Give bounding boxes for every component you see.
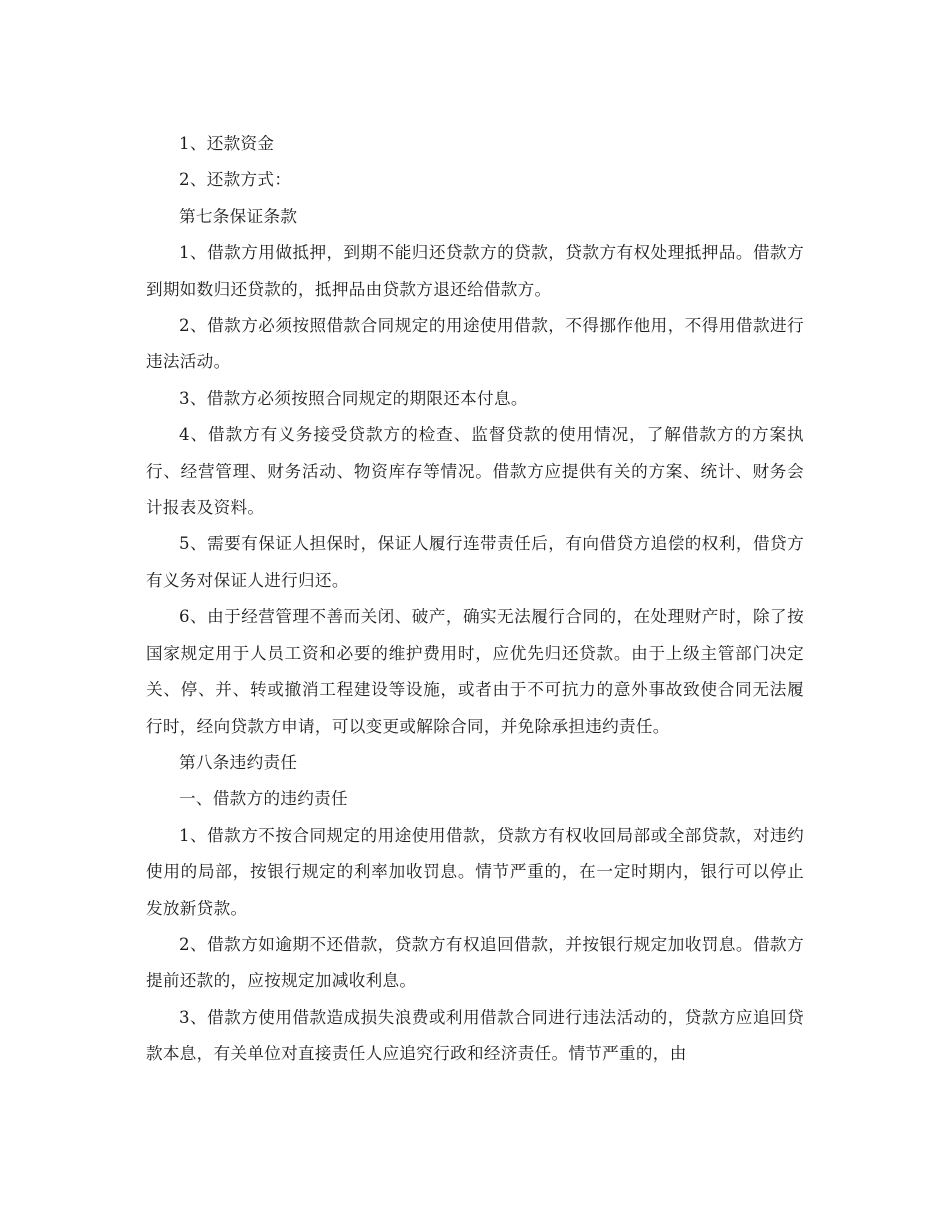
- paragraph-guarantee-6: 6、由于经营管理不善而关闭、破产，确实无法履行合同的，在处理财产时，除了按国家规定用于人员工资和必要的维护费用时，应优先归还贷款。由于上级主管部门决定关、停、并、转或撤消工程建设等设施，或者由于不可抗力的意外事故致使合同无法履行时，经向贷款方申请，可以变更或解除合同，并免除承担违约责任。: [146, 607, 804, 736]
- section-heading-guarantee-clause: 第七条保证条款: [179, 206, 298, 226]
- paragraph-repayment-method: 2、还款方式：: [179, 170, 292, 190]
- paragraph-guarantee-4: 4、借款方有义务接受贷款方的检查、监督贷款的使用情况，了解借款方的方案执行、经营管理、财务活动、物资库存等情况。借款方应提供有关的方案、统计、财务会计报表及资料。: [146, 425, 804, 518]
- section-heading-breach-liability: 第八条违约责任: [179, 752, 298, 772]
- paragraph-liability-3: 3、借款方使用借款造成损失浪费或利用借款合同进行违法活动的，贷款方应追回贷款本息，有关单位对直接责任人应追究行政和经济责任。情节严重的，由: [146, 1007, 804, 1064]
- document-body: [146, 126, 804, 1073]
- paragraph-repayment-funds: 1、还款资金: [179, 134, 275, 153]
- subheading-borrower-liability: 一、借款方的违约责任: [179, 789, 348, 809]
- paragraph-guarantee-5: 5、需要有保证人担保时，保证人履行连带责任后，有向借贷方追偿的权利，借贷方有义务对保证人进行归还。: [146, 534, 804, 590]
- paragraph-guarantee-1: 1、借款方用做抵押，到期不能归还贷款方的贷款，贷款方有权处理抵押品。借款方到期如数归还贷款的，抵押品由贷款方退还给借款方。: [146, 243, 804, 299]
- paragraph-liability-1: 1、借款方不按合同规定的用途使用借款，贷款方有权收回局部或全部贷款，对违约使用的局部，按银行规定的利率加收罚息。情节严重的，在一定时期内，银行可以停止发放新贷款。: [146, 825, 804, 918]
- paragraph-guarantee-3: 3、借款方必须按照合同规定的期限还本付息。: [179, 388, 528, 408]
- paragraph-liability-2: 2、借款方如逾期不还借款，贷款方有权追回借款，并按银行规定加收罚息。借款方提前还款的，应按规定加减收利息。: [146, 934, 804, 991]
- paragraph-guarantee-2: 2、借款方必须按照借款合同规定的用途使用借款，不得挪作他用，不得用借款进行违法活动。: [146, 316, 804, 372]
